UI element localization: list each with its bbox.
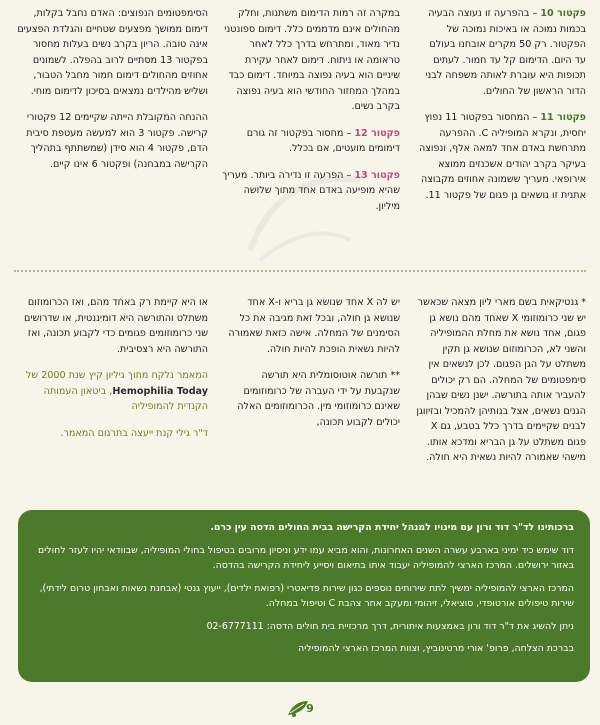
clotting-factors-paragraph: ההנחה המקובלת הייתה שקיימים 12 פקטורי קרישה. פקטור 3 הוא למעשה מעטפת סיבית הדם, פקטור 4 הוא סידן (שמשתתף בתהליך הקרישה במבחנה) ופקטור 6 אינו קיים. [26,112,208,170]
factor13-text: – הפרעה זו נדירה ביותר. מעריך שהיא מופיעה באדם אחד מתוך שלושה מיליון. [222,169,400,212]
factor10-paragraph [416,6,586,99]
translator-credit: ד"ר גילי קנת ייעצה בתרגום המאמר. [60,427,208,439]
dominance-paragraph: או היא קיימת רק באחד מהם, ואז הכרומוזום משתלט והתורשה היא דומיננטית, או שדרושים שני כרומוזומים פגומים כדי לקבוע תכונה, ואז התורשה היא רצסיבית. [24,297,208,355]
factor12-text: – מחסור בפקטור זה גורם דימומים מועטים, אם בכלל. [246,127,400,155]
announcement-signature: בברכת הצלחה, פרופ' אורי מרטינוביץ, וצוות המרכז הארצי להמופיליה [298,643,574,655]
symptoms-paragraph: הסימפטומים הנפוצים: האדם נחבל בקלות, דימום ממושך מפצעים שטחיים והגלדת הפצעים אינה טובה. הריון בקרב נשים בעלות מחסור בפקטור 13 מסתיים לרוב בהפלה. לשמונים אחוזים מהחולים דימום חמור מחבל הטבור, ושליש מהילדים נמצאים בסיכון לדימום מוחי. [17,8,208,97]
announcement-paragraph-1: דוד שימש כיד ימיני בארבע עשרה השנים האחרונות, והוא מביא עמו ידע וניסיון מרובים בטיפול בחולי המופיליה, שבוודאי יהיו לעזר לחולים באזור ירושלים. המרכז הארצי להמופיליה יעבוד איתו בתיאום ויסייע ליחידת הקרישה בהדסה. [37,544,574,572]
bottom-right-column [414,295,586,477]
top-right-column [416,6,586,214]
factor13-paragraph [222,168,400,215]
announcement-box [18,510,590,682]
credit-line-2: , ביטאון העמותה הקנדית להמופיליה [43,385,208,413]
factor11-label: פקטור 11 [540,112,586,124]
factor11-paragraph [416,110,586,203]
announcement-paragraph-2: המרכז הארצי להמופיליה ימשיך לתת שירותים נוספים כגון שירות פדיאטרי (רפואת ילדים), ייעוץ גנטי (אבחנת נשאות ואבחון טרום לידתי), שירות טיפולים אורטופדי, סוציאלי, זיהומי ומעקב אחר צהבת C וטיפול במחלה. [39,582,574,610]
carrier-paragraph: יש לה X אחד שנושא גן בריא ו‑X אחד שנושא גן חולה, ובכל זאת מגיבה את כל הסימנים של המחלה. אישה כזאת שאמורה להיות נשאית הופכת להיות חולה. [228,297,400,355]
page-number: 9 [306,701,314,715]
bottom-left-column [14,295,208,452]
announcement-contact: ניתן להשיג את ד"ר דוד ורון באמצעות איתורית, דרך מרכזיית בית חולים הדסה: 02-6777111 [206,620,574,632]
footnote-autosomal: ** תורשה אוטוסומלית היא תורשה שנקבעת על ידי העברה של כרומוזומים שאינם כרומוזומי מין. הכרומוזומים האלה יכולים לקבוע תכונה, [237,370,400,428]
factor12-label: פקטור 12 [354,127,400,139]
factor11-continued: במקרה זה רמות הדימום משתנות, וחלק מהחולים אינם מדממים כלל. דימום ספונטני נדיר מאוד, ומתרחש בדרך כלל לאחר טראומה או ניתוח. דימום לאחר עקירת שיניים הוא בעיה נפוצה במיוחד. דימום כבד במהלך המחזור החודשי הוא בעיה נפוצה בקרב נשים. [224,8,400,113]
factor12-paragraph [222,126,400,157]
top-middle-column [222,6,400,225]
credit-line-1: המאמר נלקח מתוך גיליון קיץ שנת 2000 של [25,370,208,382]
page-footer [0,695,600,721]
section-divider [14,270,586,272]
factor10-label: פקטור 10 [540,8,586,19]
magazine-name: Hemophilia Today [112,385,208,397]
bottom-middle-column [224,295,400,441]
top-left-column [14,6,208,183]
announcement-heading: ברכותינו לד"ר דוד ורון עם מינויו למנהל יחידת הקרישה בבית החולים הדסה עין כרם. [210,522,574,533]
factor11-text: – המחסור בפקטור 11 נפוץ יחסית, ונקרא המופיליה C. ההפרעה מתרחשת באדם אחד למאה אלף, ונפוצה בעיקר בקרב יהודים אשכנזים ממוצא אירופאי. מעריך ששמונה אחוזים מקבוצה אתנית זו נושאים גן פגום של פקטור 11. [418,112,586,201]
factor10-text: – בהפרעה זו נעוצה הבעיה בכמות נמוכה או באיכות נמוכה של הפקטור. רק 50 מקרים אובחנו בעולם עד היום. הדימום קל עד חמור. לעתים תכופות היא עוברת לאותה משפחה לבני הדור הראשון של החולים. [425,8,586,97]
factor13-label: פקטור 13 [354,169,400,181]
source-credit [14,368,208,415]
footnote-lyon: * גנטיקאית בשם מארי ליון מצאה שכאשר יש שני כרומוזומי X שאחד מהם נושא גן פגום, אחד נושא את מחלת ההמופיליה והשני לא, הכרומוזום שנושא גן תקין משתלט על הגן הפגום. לכן לנשאים אין סימפטומים של המחלה. הם רק יכולים להעביר אותה בתורשה. ישנן נשים שבהן הגנים נשאים, אצל בנותיהן להמכיל ובזיווגן לבנים שקיימים בדרך כלל בטבע, גם X פגום משתלט על גן הבריא ומדכא אותו. מישהי שאמורה להיות נשאית היא חולה. [416,297,586,464]
